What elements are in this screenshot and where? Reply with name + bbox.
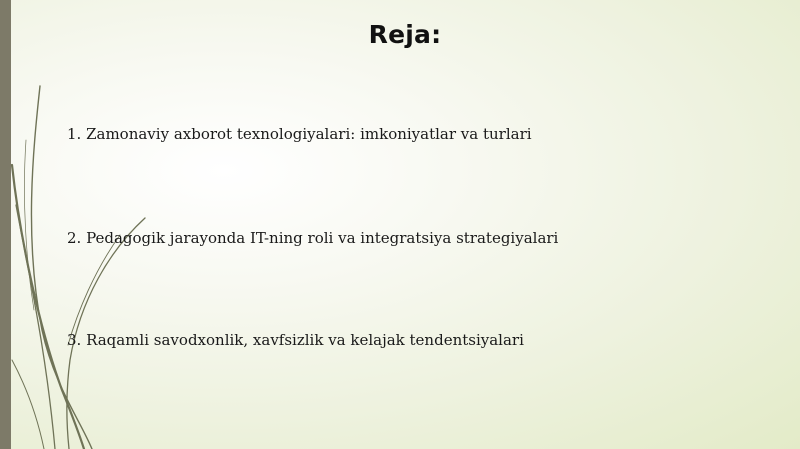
plan-item-3: 3. Raqamli savodxonlik, xavfsizlik va kelajak tendentsiyalari	[67, 331, 524, 349]
plan-item-2: 2. Pedagogik jarayonda IT-ning roli va integratsiya strategiyalari	[67, 229, 559, 247]
grass-line	[68, 235, 120, 345]
grass-line	[12, 360, 44, 449]
grass-line	[12, 165, 84, 449]
slide-title: Reja:	[368, 20, 442, 49]
plan-item-1: 1. Zamonaviy axborot texnologiyalari: imkoniyatlar va turlari	[67, 125, 532, 143]
grass-line	[16, 205, 55, 449]
